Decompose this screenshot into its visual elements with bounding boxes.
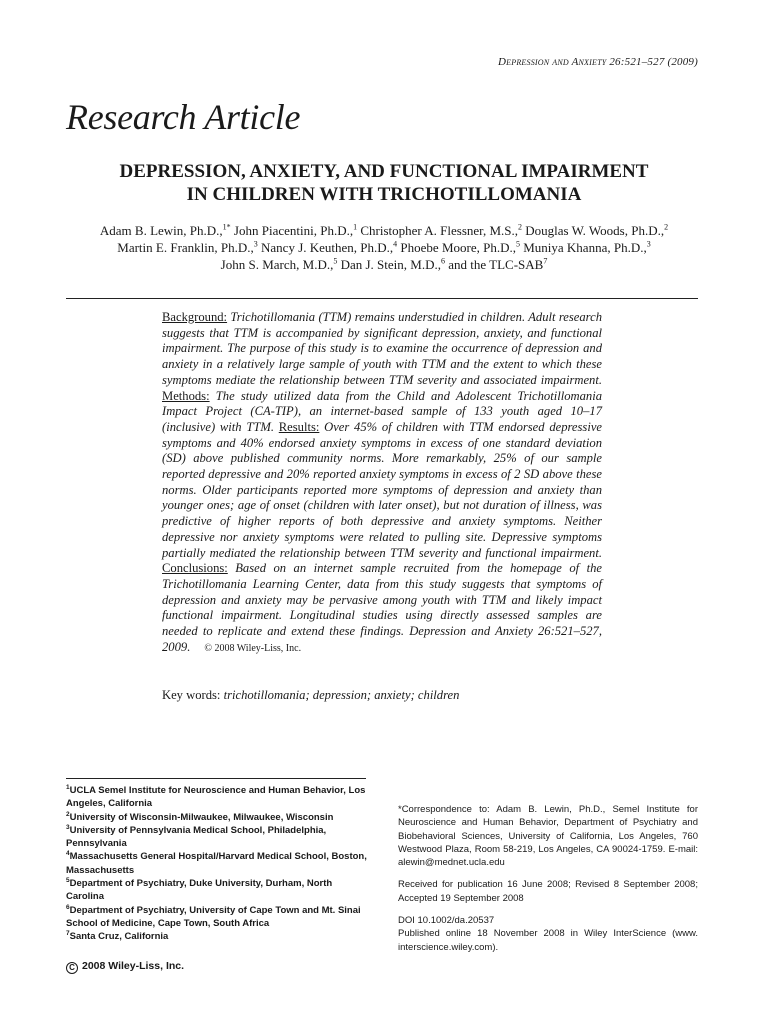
- keywords-terms: trichotillomania; depression; anxiety; children: [223, 688, 460, 702]
- author-name: John Piacentini, Ph.D.,: [230, 223, 354, 238]
- abstract-methods-heading: Methods:: [162, 388, 210, 403]
- author-affiliation-mark: 1: [353, 222, 358, 232]
- keywords-label: Key words:: [162, 688, 221, 702]
- author-affiliation-mark: 4: [393, 239, 398, 249]
- correspondence-text: *Correspondence to: Adam B. Lewin, Ph.D., Semel Institute for Neuroscience and Human Behavior, Department of Psychiatry and Biobehavioral Sciences, University of California, Los Angeles, 760 Westwood Plaza, Room 58-219, Los Angeles, CA 90024-1759. E-mail: alewin@mednet.ucla.edu: [398, 804, 698, 869]
- author-name: Martin E. Franklin, Ph.D.,: [117, 240, 254, 255]
- abstract-background-heading: Background:: [162, 310, 228, 324]
- abstract-conclusions-text: Based on an internet sample recruited from the homepage of the Trichotillomania Learning Center, data from this study suggests that symptoms of depression and anxiety may be pervasive among youth with TTM and likely impact functional impairment. Longitudinal studies using directly assessed samples are needed to replicate and extend these findings. Depression and Anxiety 26:521–527, 2009.: [162, 561, 602, 654]
- affiliation-text: UCLA Semel Institute for Neuroscience and Human Behavior, Los Angeles, California: [66, 785, 366, 810]
- affiliation-text: Massachusetts General Hospital/Harvard Medical School, Boston, Massachusetts: [66, 851, 367, 876]
- author-line-1: [40, 222, 728, 239]
- author-name: Douglas W. Woods, Ph.D.,: [522, 223, 665, 238]
- title-line-2: IN CHILDREN WITH TRICHOTILLOMANIA: [186, 184, 582, 205]
- abstract-copyright: © 2008 Wiley-Liss, Inc.: [204, 642, 302, 654]
- abstract-methods-text: The study utilized data from the Child and Adolescent Trichotillomania Impact Project (CA-TIP), an internet-based sample of 133 youth aged 10–17 (inclusive) with TTM.: [162, 388, 602, 434]
- affiliation-item: [66, 811, 371, 824]
- affiliations: [66, 784, 371, 944]
- journal-name: Depression and Anxiety: [498, 56, 607, 68]
- abstract: [162, 310, 602, 656]
- abstract-results-heading: Results:: [278, 419, 320, 434]
- author-affiliation-mark: 2: [518, 222, 522, 232]
- author-name: Christopher A. Flessner, M.S.,: [357, 223, 518, 238]
- publisher-text: 2008 Wiley-Liss, Inc.: [82, 960, 185, 972]
- affiliation-item: [66, 784, 371, 811]
- affiliation-text: Department of Psychiatry, University of Cape Town and Mt. Sinai School of Medicine, Cape Town, South Africa: [66, 904, 361, 929]
- title-line-1: DEPRESSION, ANXIETY, AND FUNCTIONAL IMPAIRMENT: [119, 161, 649, 182]
- affiliation-number: 4: [66, 850, 70, 858]
- author-name: Muniya Khanna, Ph.D.,: [519, 240, 647, 255]
- affiliation-item: [66, 824, 371, 851]
- affiliation-text: Department of Psychiatry, Duke University, Durham, North Carolina: [66, 878, 333, 903]
- author-name: Adam B. Lewin, Ph.D.,: [99, 223, 223, 238]
- abstract-background-text: Trichotillomania (TTM) remains understudied in children. Adult research suggests that TTM is accompanied by significant depression, anxiety, and functional impairment. The purpose of this study is to examine the occurrence of depression and anxiety in a relatively large sample of youth with TTM and the extent to which these symptoms mediate the relationship between TTM severity and associated impairment.: [162, 310, 602, 387]
- received-dates: Received for publication 16 June 2008; Revised 8 September 2008; Accepted 19 September 2008: [398, 879, 698, 904]
- affiliation-text: Santa Cruz, California: [69, 931, 169, 943]
- abstract-results-text: Over 45% of children with TTM endorsed depressive symptoms and 40% endorsed anxiety symptoms in excess of one standard deviation (SD) above published community norms. More remarkably, 25% of our sample reported depressive and 20% reported anxiety symptoms in excess of 2 SD above these norms. Older participants reported more symptoms of depression and anxiety than younger ones; age of onset (children with later onset), but not duration of illness, was predictive of higher reports of both depressive and anxiety symptoms. Neither depressive nor anxiety symptoms were related to pulling site. Depressive symptoms partially mediated the relationship between TTM severity and functional impairment.: [162, 419, 603, 560]
- publisher-copyright: [66, 960, 184, 974]
- footnote-divider: [66, 778, 366, 779]
- author-affiliation-mark: 5: [333, 256, 338, 266]
- author-line-2: [40, 239, 728, 256]
- keywords: [162, 688, 459, 703]
- affiliation-text: University of Wisconsin-Milwaukee, Milwaukee, Wisconsin: [69, 811, 334, 823]
- affiliation-item: [66, 904, 371, 931]
- author-name: Dan J. Stein, M.D.,: [337, 257, 441, 272]
- published-online-text: Published online 18 November 2008 in Wiley InterScience (www. interscience.wiley.com).: [398, 928, 698, 953]
- article-title: [40, 160, 728, 206]
- article-type: Research Article: [66, 97, 301, 137]
- affiliation-number: 6: [66, 903, 70, 911]
- affiliation-text: University of Pennsylvania Medical School, Philadelphia, Pennsylvania: [66, 824, 327, 850]
- affiliation-item: [66, 877, 371, 904]
- author-affiliation-mark: 7: [543, 256, 548, 266]
- abstract-conclusions-heading: Conclusions:: [162, 561, 228, 576]
- running-head: [498, 56, 698, 68]
- author-affiliation-mark: 6: [440, 256, 445, 266]
- author-affiliation-mark: 2: [664, 222, 669, 232]
- affiliation-number: 7: [66, 930, 70, 938]
- author-affiliation-mark: 5: [515, 239, 520, 249]
- affiliation-number: 5: [66, 876, 70, 884]
- author-name: Nancy J. Keuthen, Ph.D.,: [257, 240, 394, 255]
- author-affiliation-mark: 1*: [222, 222, 231, 232]
- author-line-3: [40, 256, 728, 273]
- affiliation-number: 3: [66, 823, 70, 831]
- author-name: John S. March, M.D.,: [220, 257, 334, 272]
- author-affiliation-mark: 3: [253, 239, 258, 249]
- copyright-icon: C: [66, 962, 78, 974]
- affiliation-item: [66, 850, 371, 877]
- author-list: [40, 222, 728, 273]
- correspondence-block: [398, 803, 698, 954]
- doi-text: DOI 10.1002/da.20537: [398, 915, 495, 927]
- author-name: Phoebe Moore, Ph.D.,: [397, 240, 516, 255]
- journal-citation: 26:521–527 (2009): [609, 56, 698, 68]
- author-affiliation-mark: 3: [646, 239, 651, 249]
- affiliation-item: [66, 930, 371, 943]
- affiliation-number: 2: [66, 810, 70, 818]
- author-name: and the TLC-SAB: [444, 257, 544, 272]
- affiliation-number: 1: [66, 783, 70, 791]
- header-divider: [66, 298, 698, 299]
